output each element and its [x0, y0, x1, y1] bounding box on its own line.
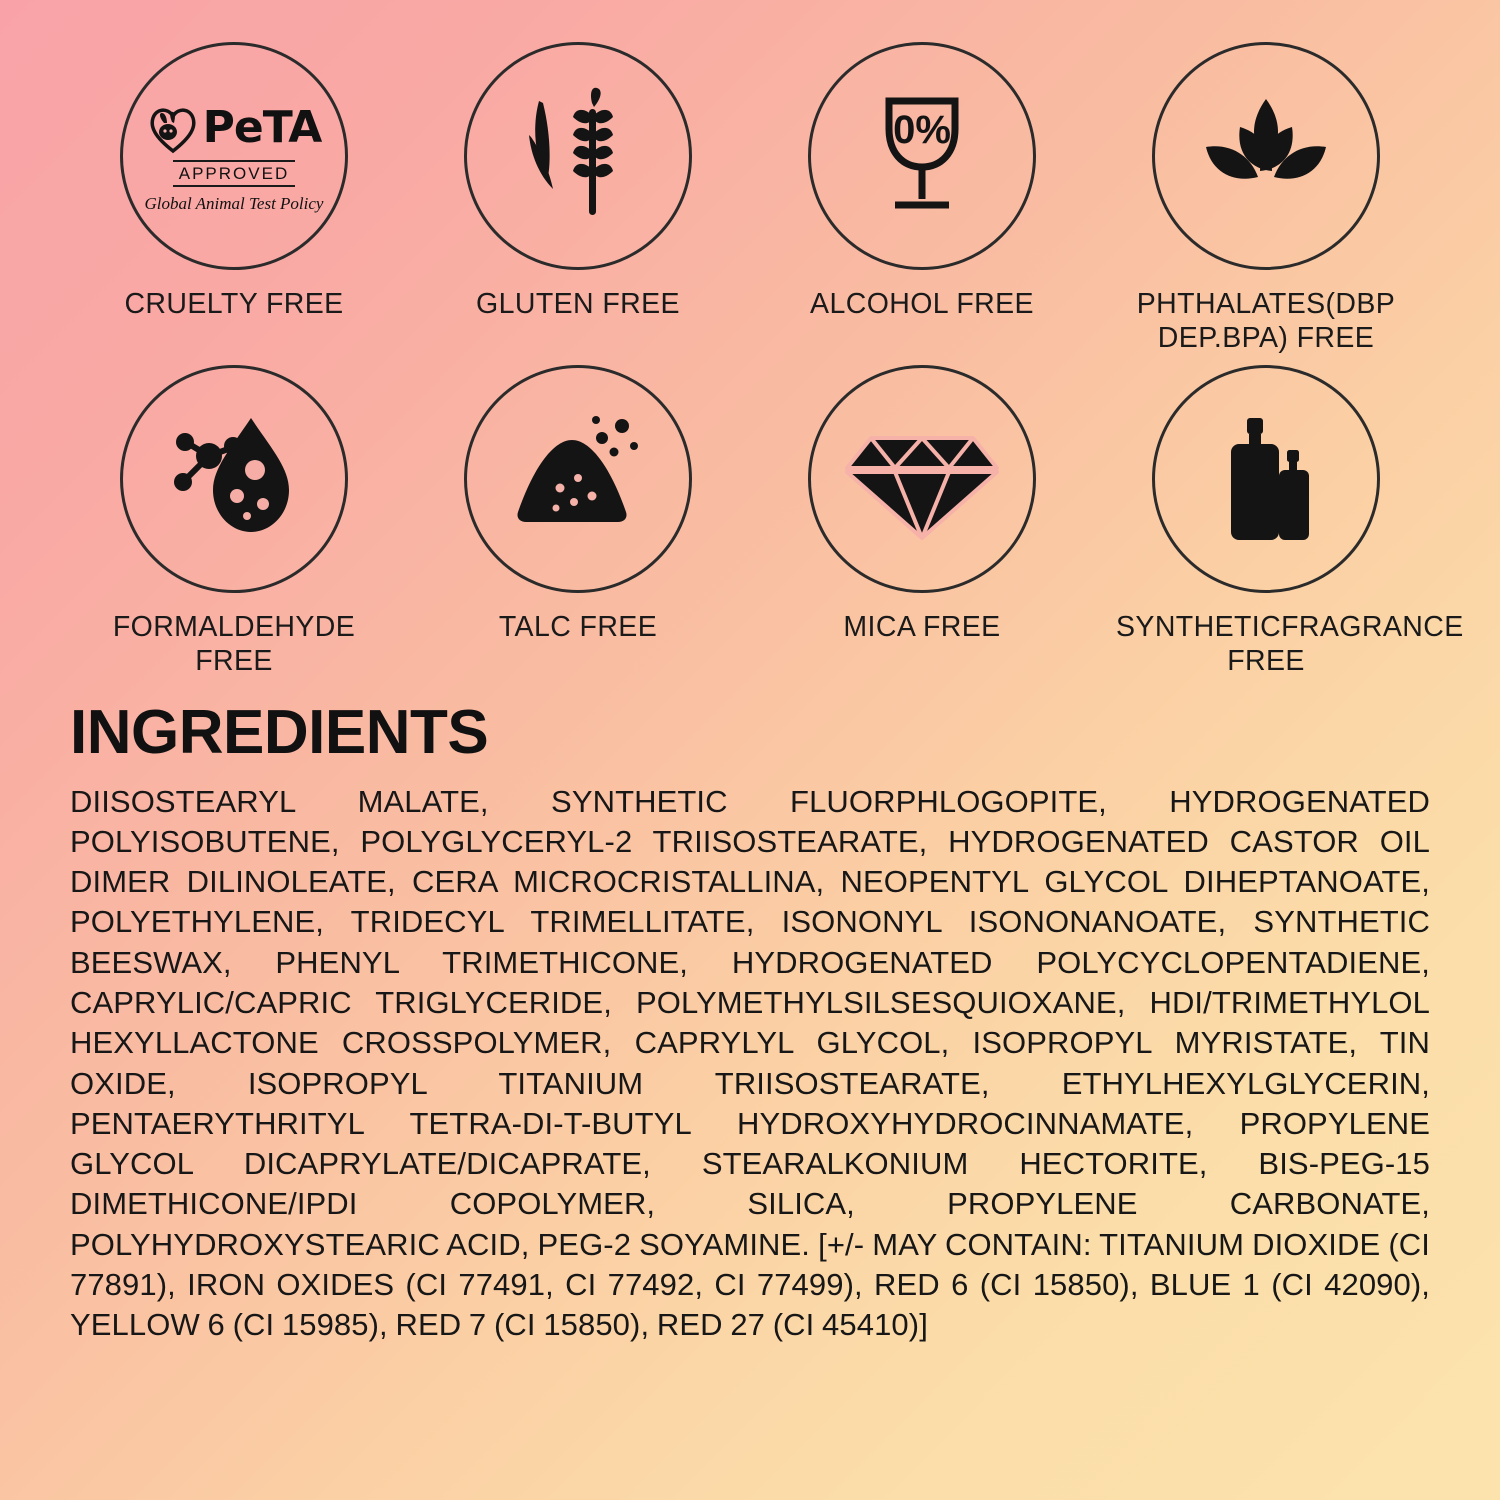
ingredients-body: DIISOSTEARYL MALATE, SYNTHETIC FLUORPHLOGOPITE, HYDROGENATED POLYISOBUTENE, POLYGLYCERYL-2 TRIISOSTEARATE, HYDROGENATED CASTOR OIL DIMER DILINOLEATE, CERA MICROCRISTALLINA, NEOPENTYL GLYCOL DIHEPTANOATE, POLYETHYLENE, TRIDECYL TRIMELLITATE, ISONONYL ISONONANOATE, SYNTHETIC BEESWAX, PHENYL TRIMETHICONE, HYDROGENATED POLYCYCLOPENTADIENE, CAPRYLIC/CAPRIC TRIGLYCERIDE, POLYMETHYLSILSESQUIOXANE, HDI/TRIMETHYLOL HEXYLLACTONE CROSSPOLYMER, CAPRYLYL GLYCOL, ISOPROPYL MYRISTATE, TIN OXIDE, ISOPROPYL TITANIUM TRIISOSTEARATE, ETHYLHEXYLGLYCERIN, PENTAERYTHRITYL TETRA-DI-T-BUTYL HYDROXYHYDROCINNAMATE, PROPYLENE GLYCOL DICAPRYLATE/DICAPRATE, STEARALKONIUM HECTORITE, BIS-PEG-15 DIMETHICONE/IPDI COPOLYMER, SILICA, PROPYLENE CARBONATE, POLYHYDROXYSTEARIC ACID, PEG-2 SOYAMINE. [+/- MAY CONTAIN: TITANIUM DIOXIDE (CI 77891), IRON OXIDES (CI 77491, CI 77492, CI 77499), RED 6 (CI 15850), BLUE 1 (CI 42090), YELLOW 6 (CI 15985), RED 7 (CI 15850), RED 27 (CI 45410)] — [70, 783, 1430, 1343]
diamond-icon — [837, 404, 1007, 554]
leaves-icon — [1186, 81, 1346, 231]
glass-zero-percent-text: 0% — [893, 108, 951, 152]
certification-badge-grid — [0, 0, 1500, 679]
badge-label: FORMALDEHYDE FREE — [112, 611, 356, 677]
bottles-icon — [1191, 404, 1341, 554]
wine-glass-zero-percent-icon — [847, 81, 997, 231]
badge-label: GLUTEN FREE — [476, 288, 680, 320]
badge-circle — [120, 365, 348, 593]
peta-approved-text: APPROVED — [173, 160, 295, 187]
badge-circle — [1152, 42, 1380, 270]
wheat-stalk-icon — [503, 81, 653, 231]
badge-label: TALC FREE — [498, 611, 658, 644]
badge-label: CRUELTY FREE — [124, 288, 344, 320]
powder-mound-icon — [498, 404, 658, 554]
badge-circle — [120, 42, 348, 270]
ingredients-heading: INGREDIENTS — [70, 697, 489, 767]
badge-circle — [464, 365, 692, 593]
molecule-droplet-icon — [159, 404, 309, 554]
badge-talc-free — [406, 365, 750, 678]
badge-phthalates-free — [1094, 42, 1438, 355]
ingredients-section — [0, 679, 1500, 1346]
badge-circle — [808, 365, 1036, 593]
badge-synthetic-fragrance-free — [1094, 365, 1464, 678]
badge-label: ALCOHOL FREE — [810, 288, 1034, 320]
badge-circle — [1152, 365, 1380, 593]
badge-circle — [464, 42, 692, 270]
badge-label: SYNTHETICFRAGRANCE FREE — [1116, 611, 1464, 677]
badge-label: MICA FREE — [843, 611, 1001, 644]
badge-cruelty-free — [62, 42, 406, 355]
badge-gluten-free — [406, 42, 750, 355]
peta-wordmark: PeTA — [202, 101, 322, 153]
badge-circle — [808, 42, 1036, 270]
peta-policy-text: Global Animal Test Policy — [144, 193, 324, 213]
badge-alcohol-free — [750, 42, 1094, 355]
badge-mica-free — [750, 365, 1094, 678]
badge-label: PHTHALATES(DBP DEP.BPA) FREE — [1136, 288, 1396, 354]
badge-formaldehyde-free — [62, 365, 406, 678]
peta-approved-bunny-icon — [145, 101, 324, 212]
